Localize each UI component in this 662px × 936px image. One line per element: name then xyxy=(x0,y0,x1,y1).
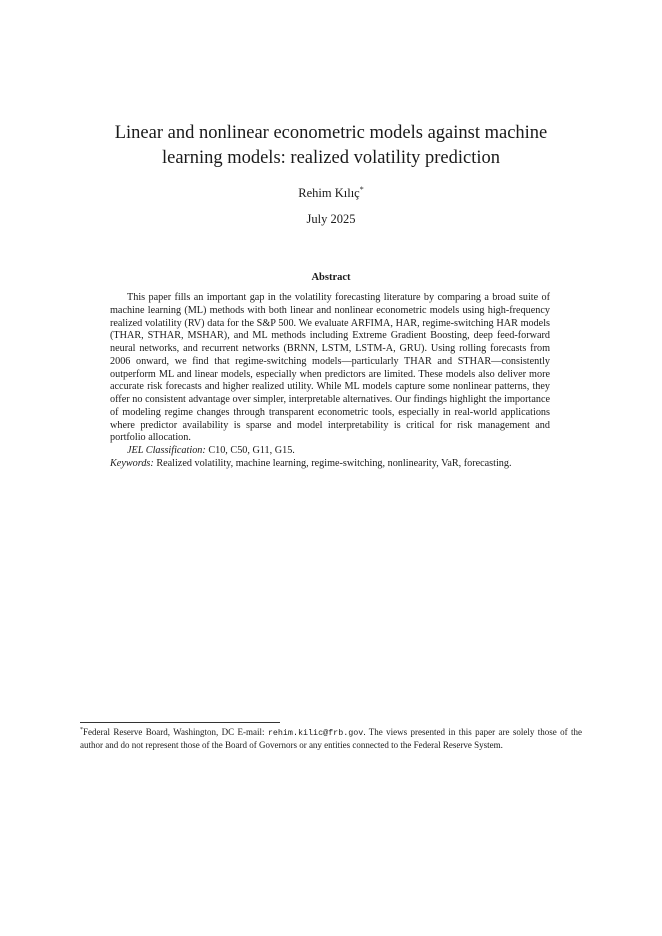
paper-title-line-2: learning models: realized volatility prediction xyxy=(161,148,501,168)
jel-value: C10, C50, G11, G15. xyxy=(208,445,295,456)
footnote-text-start: Federal Reserve Board, Washington, DC E-mail: xyxy=(83,727,268,737)
abstract-section xyxy=(110,292,550,471)
publication-date: July 2025 xyxy=(306,212,356,226)
footnote xyxy=(80,726,582,751)
footnote-text-end: . The views presented in this paper are solely those of the author and do not represent those of the Board of Governors or any entities connected to the Federal Reserve System. xyxy=(80,727,582,751)
footnote-mark: * xyxy=(80,727,83,733)
keywords-value: Realized volatility, machine learning, regime-switching, nonlinearity, VaR, forecasting. xyxy=(156,457,512,469)
author-footnote-mark[interactable]: * xyxy=(359,184,364,194)
paper-title xyxy=(60,121,602,171)
author-email-link[interactable]: rehim.kilic@frb.gov xyxy=(267,728,364,738)
author-line xyxy=(0,186,662,201)
footnote-divider xyxy=(80,722,280,723)
jel-label: JEL Classification: xyxy=(127,445,206,456)
author-name: Rehim Kılıç xyxy=(298,186,360,200)
paper-title-line-1: Linear and nonlinear econometric models against machine xyxy=(114,123,548,143)
abstract-text: This paper fills an important gap in the volatility forecasting literature by comparing a broad suite of machine learning (ML) methods with both linear and nonlinear econometric models using high-frequency realized volatility (RV) data for the S&P 500. We evaluate ARFIMA, HAR, regime-switching HAR models (THAR, STHAR, MSHAR), and ML methods including Extreme Gradient Boosting, deep feed-forward neural networks, and recurrent networks (BRNN, LSTM, LSTM-A, GRU). Using rolling forecasts from 2006 onward, we find that regime-switching models—particularly THAR and STHAR—consistently outperform ML and linear models, especially when predictors are limited. These models also deliver more accurate risk forecasts and higher realized utility. While ML models capture some nonlinear patterns, they offer no consistent advantage over simpler, interpretable alternatives. Our findings highlight the importance of modeling regime changes through transparent econometric tools, especially in real-world applications where predictor availability is sparse and model interpretability is critical for risk management and portfolio allocation. xyxy=(110,292,550,444)
jel-classification xyxy=(110,445,550,458)
abstract-heading: Abstract xyxy=(311,272,351,283)
keywords-label: Keywords: xyxy=(110,457,154,469)
keywords xyxy=(110,458,550,471)
